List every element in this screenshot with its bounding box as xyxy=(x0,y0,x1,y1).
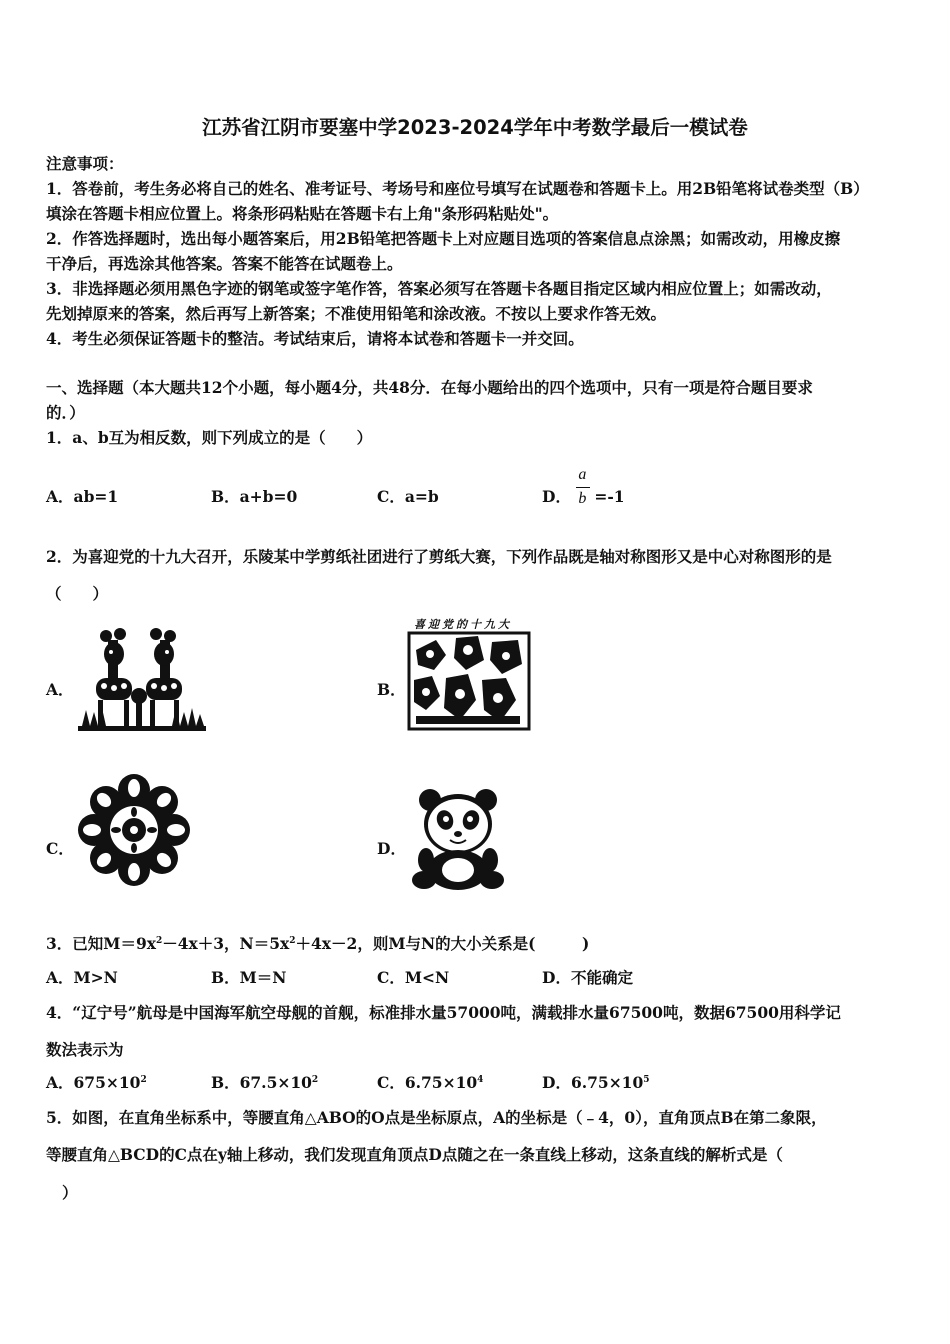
notice-line: 先划掉原来的答案，然后再写上新答案；不准使用铅笔和涂改液。不按以上要求作答无效。 xyxy=(46,304,667,323)
section-heading-cont: 的．） xyxy=(46,403,85,422)
q1-option-a: A．ab=1 xyxy=(46,487,119,506)
notice-line: 干净后，再选涂其他答案。答案不能答在试题卷上。 xyxy=(46,254,403,273)
deer-papercut-image xyxy=(76,622,208,734)
fraction xyxy=(576,466,594,507)
q3-option-b: B．M＝N xyxy=(211,968,287,987)
notice-line: 填涂在答题卡相应位置上。将条形码粘贴在答题卡右上角"条形码粘贴处"。 xyxy=(46,204,559,223)
q4-stem-cont: 数法表示为 xyxy=(46,1040,124,1059)
q2-paren: （ ） xyxy=(46,584,109,603)
q2-option-c-label: C． xyxy=(46,839,74,858)
q4-a-text: A．675×10 xyxy=(46,1073,141,1092)
q3-stem-part: ＋4x－2，则M与N的大小关系是( ) xyxy=(295,934,590,953)
q4-option-c xyxy=(377,1071,483,1093)
q5-stem-cont: 等腰直角△BCD的C点在y轴上移动，我们发现直角顶点D点随之在一条直线上移动，这条直线的解析式是（ xyxy=(46,1145,783,1164)
q3-option-c: C．M<N xyxy=(377,968,450,987)
q3-option-d: D．不能确定 xyxy=(542,968,633,987)
q4-c-text: C．6.75×10 xyxy=(377,1073,478,1092)
section-heading: 一、选择题（本大题共12个小题，每小题4分，共48分．在每小题给出的四个选项中，只有一项是符合题目要求 xyxy=(46,378,813,397)
party-papercut-image xyxy=(406,630,532,732)
superscript: 2 xyxy=(311,1075,319,1085)
notice-heading: 注意事项： xyxy=(46,154,124,173)
flower-papercut-image xyxy=(76,770,192,890)
q3-stem-part: 3．已知M＝9x xyxy=(46,934,156,953)
fraction-denominator: b xyxy=(578,490,587,507)
page-title: 江苏省江阴市要塞中学2023-2024学年中考数学最后一模试卷 xyxy=(202,116,748,139)
fraction-numerator: a xyxy=(578,466,587,483)
q5-stem-close: ） xyxy=(62,1183,78,1202)
q1-option-c: C．a=b xyxy=(377,487,439,506)
superscript: 2 xyxy=(289,936,296,946)
q1-option-b: B．a+b=0 xyxy=(211,487,298,506)
fraction-bar xyxy=(576,487,590,488)
q5-stem: 5．如图，在直角坐标系中，等腰直角△ABO的O点是坐标原点，A的坐标是（﹣4，0），直角顶点B在第二象限， xyxy=(46,1108,827,1127)
notice-line: 2．作答选择题时，选出每小题答案后，用2B铅笔把答题卡上对应题目选项的答案信息点涂黑；如需改动，用橡皮擦 xyxy=(46,229,841,248)
q1-d-suffix: =-1 xyxy=(594,487,625,506)
q4-option-a xyxy=(46,1071,147,1093)
q2-option-d-label: D． xyxy=(377,839,406,858)
q2-stem: 2．为喜迎党的十九大召开，乐陵某中学剪纸社团进行了剪纸大赛，下列作品既是轴对称图形又是中心对称图形的是 xyxy=(46,547,832,566)
q4-option-d xyxy=(542,1071,650,1093)
q1-option-d xyxy=(542,466,625,507)
q4-option-b xyxy=(211,1071,318,1093)
superscript: 2 xyxy=(140,1075,147,1085)
q3-stem-part: －4x＋3，N＝5x xyxy=(162,934,290,953)
superscript: 2 xyxy=(155,936,163,946)
q2-option-a-label: A． xyxy=(46,680,74,699)
q4-d-text: D．6.75×10 xyxy=(542,1073,644,1092)
notice-line: 4．考生必须保证答题卡的整洁。考试结束后，请将本试卷和答题卡一并交回。 xyxy=(46,329,584,348)
q1-stem: 1．a、b互为相反数，则下列成立的是（ ） xyxy=(46,428,373,447)
superscript: 5 xyxy=(643,1075,650,1085)
q3-option-a: A．M>N xyxy=(46,968,118,987)
q2-option-b-label: B． xyxy=(377,680,406,699)
notice-line: 3．非选择题必须用黑色字迹的钢笔或签字笔作答，答案必须写在答题卡各题目指定区域内相应位置上；如需改动， xyxy=(46,279,832,298)
panda-papercut-image xyxy=(410,788,506,892)
q3-stem xyxy=(46,932,589,954)
q1-d-prefix: D． xyxy=(542,487,571,506)
papercut-banner-text: 喜迎党的十九大 xyxy=(414,618,512,631)
q4-b-text: B．67.5×10 xyxy=(211,1073,312,1092)
q4-stem: 4．“辽宁号”航母是中国海军航空母舰的首舰，标准排水量57000吨，满载排水量67500吨，数据67500用科学记 xyxy=(46,1003,841,1022)
superscript: 4 xyxy=(477,1075,484,1085)
notice-line: 1．答卷前，考生务必将自己的姓名、准考证号、考场号和座位号填写在试题卷和答题卡上。用2B铅笔将试卷类型（B） xyxy=(46,179,869,198)
